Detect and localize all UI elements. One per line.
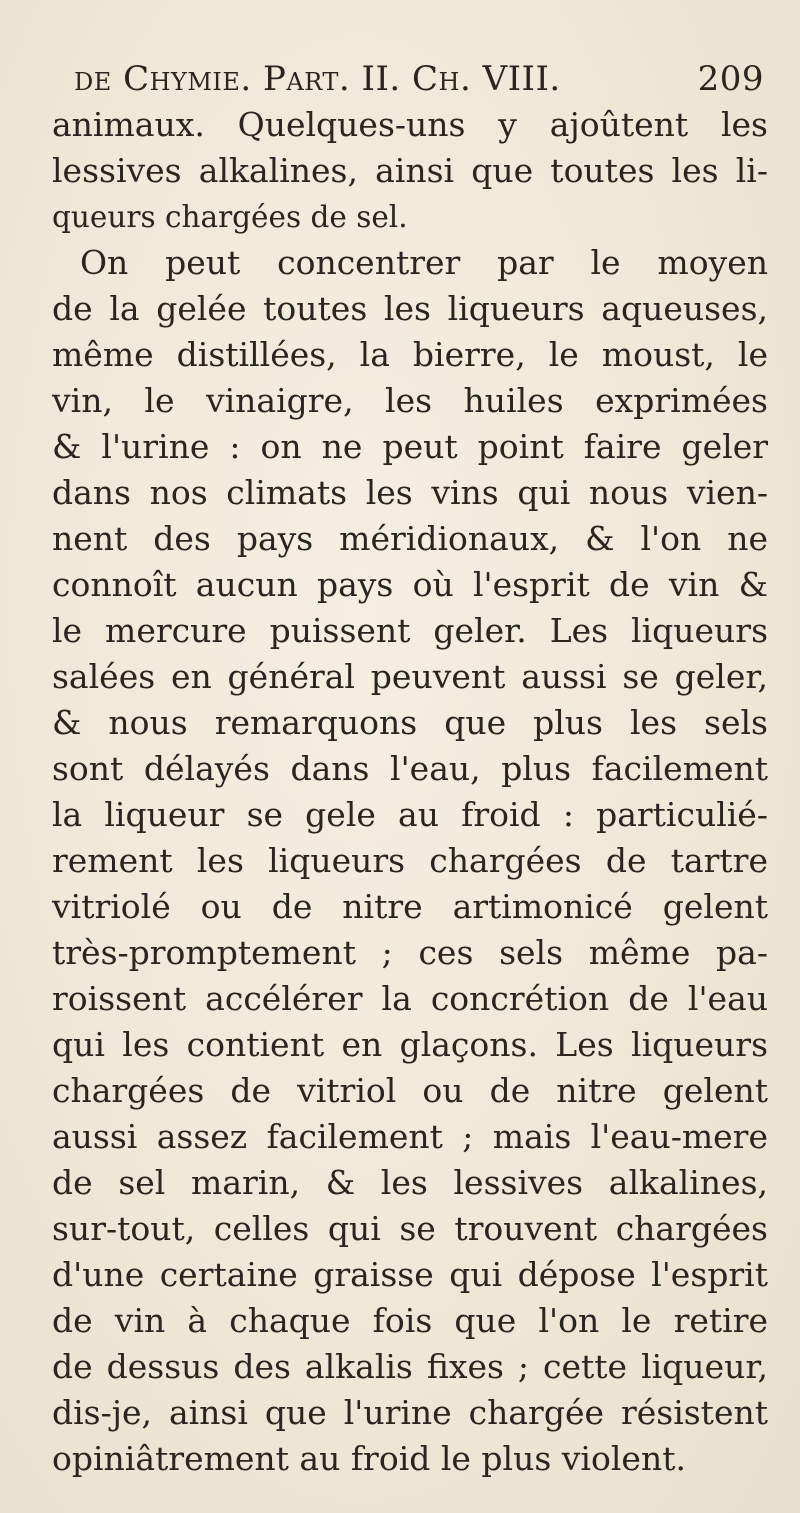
text-line: On peut concentrer par le moyen	[80, 243, 768, 282]
text-line: rement les liqueurs chargées de tartre	[52, 841, 768, 880]
text-line: sont délayés dans l'eau, plus facilement	[52, 749, 768, 788]
text-line: le mercure puissent geler. Les liqueurs	[52, 611, 768, 650]
text-line: animaux. Quelques-uns y ajoûtent les	[52, 105, 768, 144]
running-head-title: de Chymie. Part. II. Ch. VIII.	[74, 59, 561, 99]
text-line: aussi assez facilement ; mais l'eau-mere	[52, 1117, 768, 1156]
text-line: de vin à chaque fois que l'on le retire	[52, 1301, 768, 1340]
body-text	[52, 102, 768, 1482]
text-line: vitriolé ou de nitre artimonicé gelent	[52, 887, 768, 926]
text-line: vin, le vinaigre, les huiles exprimées	[52, 381, 768, 420]
text-line: chargées de vitriol ou de nitre gelent	[52, 1071, 768, 1110]
text-line: de dessus des alkalis fixes ; cette liqueur,	[52, 1347, 768, 1386]
text-line: d'une certaine graisse qui dépose l'esprit	[52, 1255, 768, 1294]
text-line: de sel marin, & les lessives alkalines,	[52, 1163, 768, 1202]
running-head	[74, 54, 764, 104]
text-line: opiniâtrement au froid le plus violent.	[52, 1439, 686, 1478]
text-line: & nous remarquons que plus les sels	[52, 703, 768, 742]
text-line: de la gelée toutes les liqueurs aqueuses,	[52, 289, 768, 328]
text-line: même distillées, la bierre, le moust, le	[52, 335, 768, 374]
text-line: & l'urine : on ne peut point faire geler	[52, 427, 768, 466]
text-line: dans nos climats les vins qui nous vien-	[52, 473, 768, 512]
text-line: très-promptement ; ces sels même pa-	[52, 933, 768, 972]
text-line: la liqueur se gele au froid : particulié-	[52, 795, 768, 834]
text-line: queurs chargées de sel.	[52, 200, 408, 234]
text-line: salées en général peuvent aussi se geler,	[52, 657, 768, 696]
text-line: nent des pays méridionaux, & l'on ne	[52, 519, 768, 558]
text-line: lessives alkalines, ainsi que toutes les li-	[52, 151, 768, 190]
text-line: dis-je, ainsi que l'urine chargée résistent	[52, 1393, 768, 1432]
text-line: sur-tout, celles qui se trouvent chargées	[52, 1209, 768, 1248]
text-line: roissent accélérer la concrétion de l'eau	[52, 979, 768, 1018]
page-number: 209	[697, 59, 764, 99]
text-line: connoît aucun pays où l'esprit de vin &	[52, 565, 768, 604]
text-line: qui les contient en glaçons. Les liqueurs	[52, 1025, 768, 1064]
